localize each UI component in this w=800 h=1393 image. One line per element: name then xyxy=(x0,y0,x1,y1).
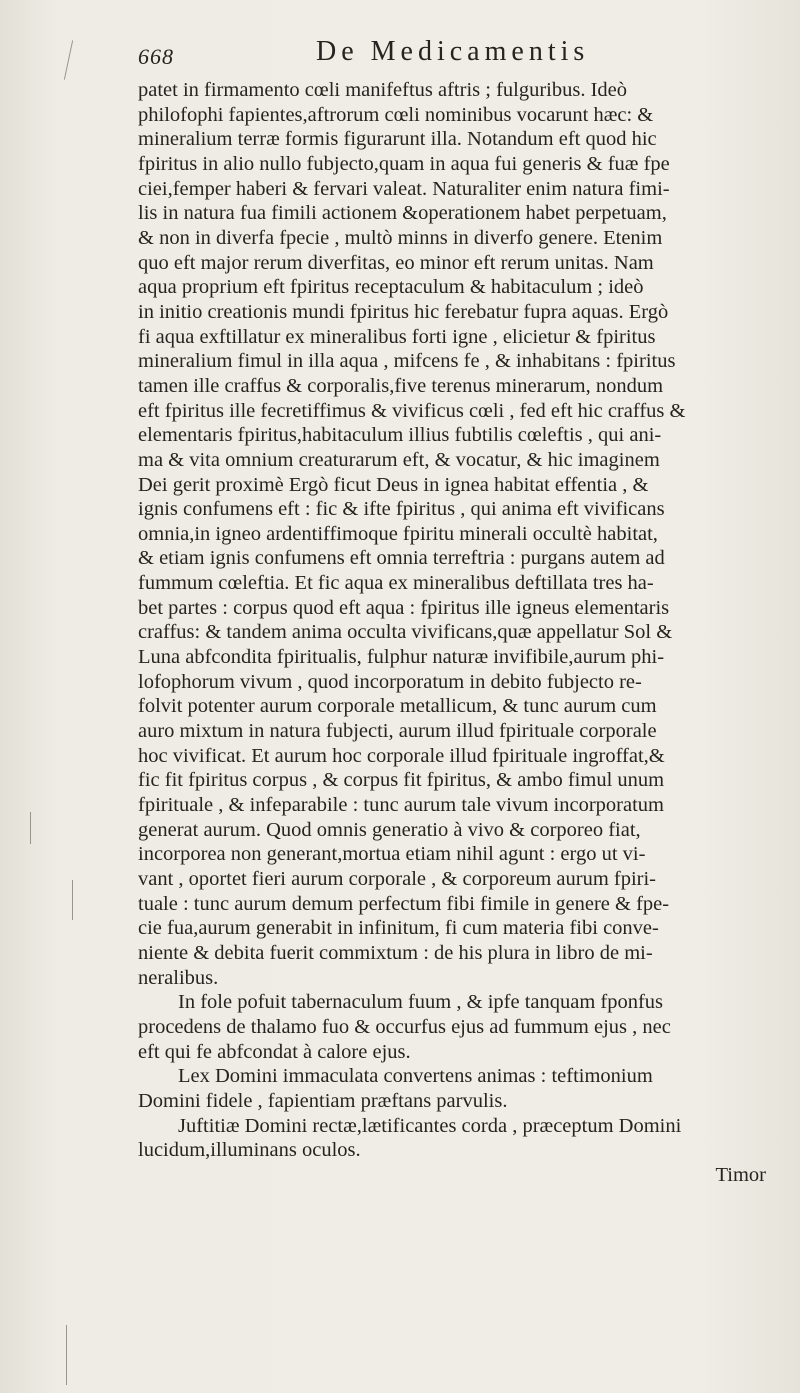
text-line: Dei gerit proximè Ergò ficut Deus in ignea habitat effentia , & xyxy=(138,473,649,496)
text-line: fpiritus in alio nullo fubjecto,quam in aqua fui generis & fuæ fpe xyxy=(138,152,670,175)
text-line: elementaris fpiritus,habitaculum illius fubtilis cœleftis , qui ani- xyxy=(138,424,662,447)
text-line: tuale : tunc aurum demum perfectum fibi fimile in genere & fpe- xyxy=(138,892,670,915)
psalm-line: Lex Domini immaculata convertens animas : teftimonium xyxy=(178,1065,653,1088)
text-line: quo eft major rerum diverfitas, eo minor eft rerum unitas. Nam xyxy=(138,251,654,274)
text-line: aqua proprium eft fpiritus receptaculum & habitaculum ; ideò xyxy=(138,276,644,299)
running-title: De Medicamentis xyxy=(316,36,590,67)
text-line: omnia,in igneo ardentiffimoque fpiritu minerali occultè habitat, xyxy=(138,522,658,545)
psalm-line: In fole pofuit tabernaculum fuum , & ipfe tanquam fponfus xyxy=(178,991,664,1014)
text-line: mineralium fimul in illa aqua , mifcens fe , & inhabitans : fpiritus xyxy=(138,350,676,373)
text-line: ignis confumens eft : fic & ifte fpiritus , qui anima eft vivificans xyxy=(138,498,665,521)
psalm-line: Domini fidele , fapientiam præftans parvulis. xyxy=(138,1089,508,1112)
margin-mark xyxy=(72,880,73,920)
text-line: lofophorum vivum , quod incorporatum in debito fubjecto re- xyxy=(138,670,642,693)
page-header xyxy=(138,30,778,69)
text-line: incorporea non generant,mortua etiam nihil agunt : ergo ut vi- xyxy=(138,843,646,866)
text-line: in initio creationis mundi fpiritus hic ferebatur fupra aquas. Ergò xyxy=(138,300,669,323)
margin-mark xyxy=(30,812,31,844)
text-line: ciei,femper haberi & fervari valeat. Naturaliter enim natura fimi- xyxy=(138,177,670,200)
psalm-line: lucidum,illuminans oculos. xyxy=(138,1139,361,1162)
body-text xyxy=(138,78,768,1188)
text-line: philofophi fapientes,aftrorum cœli nominibus vocarunt hæc: & xyxy=(138,103,654,126)
text-line: lis in natura fua fimili actionem &operationem habet perpetuam, xyxy=(138,202,667,225)
text-line: auro mixtum in natura fubjecti, aurum illud fpirituale corporale xyxy=(138,720,657,743)
text-line: patet in firmamento cœli manifeftus aftris ; fulguribus. Ideò xyxy=(138,79,628,101)
text-line: & non in diverfa fpecie , multò minns in diverfo genere. Etenim xyxy=(138,226,663,249)
text-line: vant , oportet fieri aurum corporale , & corporeum aurum fpiri- xyxy=(138,868,657,890)
text-line: bet partes : corpus quod eft aqua : fpiritus ille igneus elementaris xyxy=(138,596,670,619)
text-line: generat aurum. Quod omnis generatio à vivo & corporeo fiat, xyxy=(138,818,641,841)
text-line: tamen ille craffus & corporalis,five terenus minerarum, nondum xyxy=(138,374,664,397)
text-line: Luna abfcondita fpiritualis, fulphur naturæ invifibile,aurum phi- xyxy=(138,646,665,669)
catchword: Timor xyxy=(715,1163,766,1186)
text-line: fummum cœleftia. Et fic aqua ex mineralibus deftillata tres ha- xyxy=(138,572,654,595)
psalm-line: eft qui fe abfcondat à calore ejus. xyxy=(138,1040,411,1063)
margin-mark xyxy=(66,1325,67,1385)
text-line: eft fpiritus ille fecretiffimus & vivificus cœli , fed eft hic craffus & xyxy=(138,399,686,422)
text-line: neralibus. xyxy=(138,966,219,989)
text-line: mineralium terræ formis figurarunt illa. Notandum eft quod hic xyxy=(138,128,657,151)
page-number: 668 xyxy=(138,44,174,69)
text-line: fi aqua exftillatur ex mineralibus forti igne , elicietur & fpiritus xyxy=(138,325,656,348)
text-line: ma & vita omnium creaturarum eft, & vocatur, & hic imaginem xyxy=(138,448,660,471)
text-line: cie fua,aurum generabit in infinitum, fi cum materia fibi conve- xyxy=(138,917,659,940)
psalm-line: procedens de thalamo fuo & occurfus ejus ad fummum ejus , nec xyxy=(138,1015,671,1038)
text-line: fic fit fpiritus corpus , & corpus fit fpiritus, & ambo fimul unum xyxy=(138,769,665,792)
margin-mark xyxy=(64,40,73,79)
psalm-line: Juftitiæ Domini rectæ,lætificantes corda , præceptum Domini xyxy=(178,1114,682,1137)
text-line: niente & debita fuerit commixtum : de his plura in libro de mi- xyxy=(138,941,653,964)
text-line: fpirituale , & infeparabile : tunc aurum tale vivum incorporatum xyxy=(138,794,664,817)
text-line: & etiam ignis confumens eft omnia terreftria : purgans autem ad xyxy=(138,547,665,570)
text-line: hoc vivificat. Et aurum hoc corporale illud fpirituale ingroffat,& xyxy=(138,744,665,767)
text-line: folvit potenter aurum corporale metallicum, & tunc aurum cum xyxy=(138,695,657,718)
text-line: craffus: & tandem anima occulta vivificans,quæ appellatur Sol & xyxy=(138,621,673,644)
